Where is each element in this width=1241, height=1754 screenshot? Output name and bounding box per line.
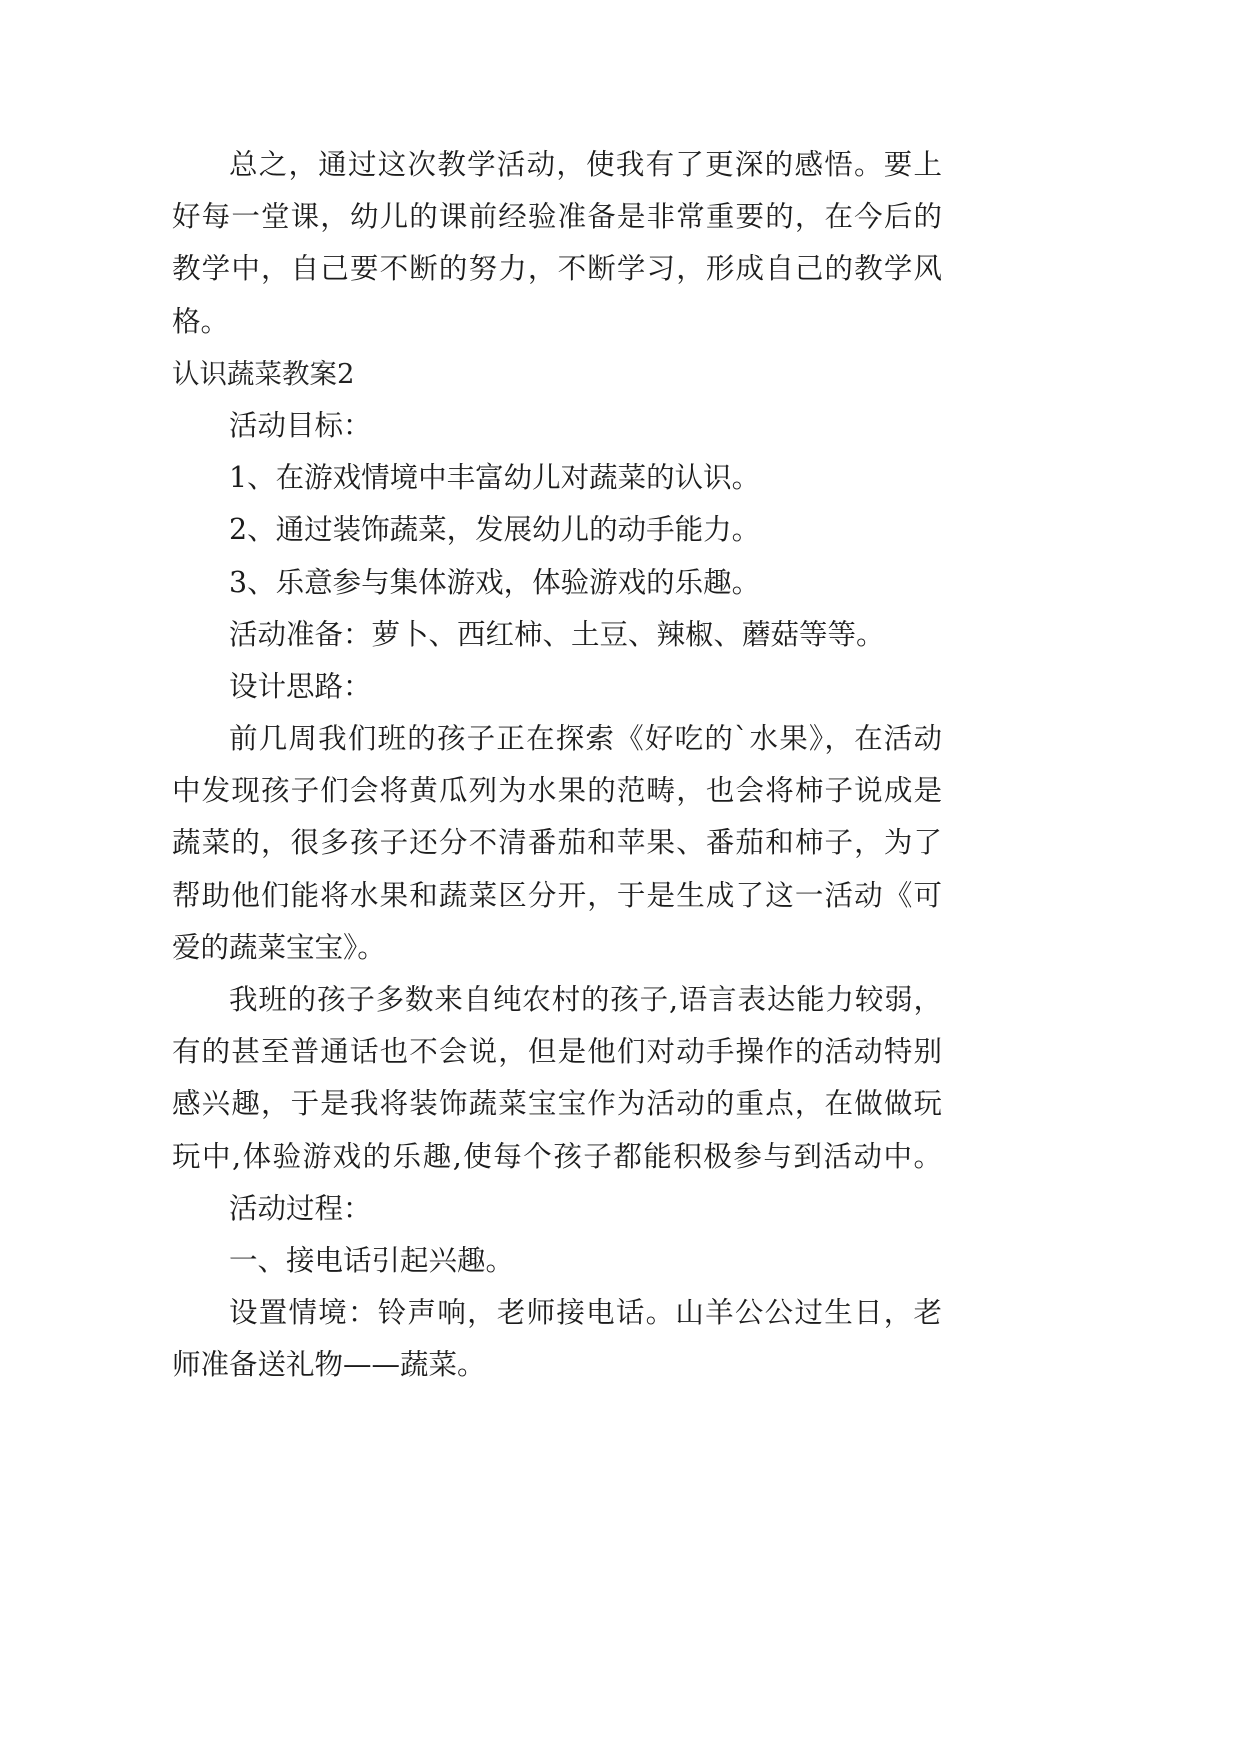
design-label: 设计思路：: [229, 669, 372, 703]
text-line: 前几周我们班的孩子正在探索《好吃的`水果》，在活动: [229, 722, 942, 756]
text-line: 格。: [172, 304, 230, 338]
lesson-title: 认识蔬菜教案2: [172, 357, 355, 390]
text-line: 爱的蔬菜宝宝》。: [172, 930, 386, 964]
step-1-title: 一、接电话引起兴趣。: [229, 1243, 515, 1277]
objectives-list: [172, 452, 942, 609]
document-body: [172, 139, 942, 1392]
text-line: 有的甚至普通话也不会说，但是他们对动手操作的活动特别: [172, 1035, 942, 1069]
design-paragraph-2: [172, 974, 942, 1183]
text-line: 帮助他们能将水果和蔬菜区分开，于是生成了这一活动《可: [172, 878, 942, 912]
text-line: 设置情境：铃声响，老师接电话。山羊公公过生日，老: [229, 1296, 942, 1330]
process-label: 活动过程：: [229, 1191, 372, 1225]
design-paragraph-1: [172, 713, 942, 974]
text-line: 我班的孩子多数来自纯农村的孩子,语言表达能力较弱，: [229, 983, 942, 1016]
objective-item: 2、通过装饰蔬菜，发展幼儿的动手能力。: [229, 513, 761, 547]
objectives-label: 活动目标：: [229, 408, 372, 442]
closing-paragraph: [172, 139, 942, 348]
objective-item: 1、在游戏情境中丰富幼儿对蔬菜的认识。: [229, 461, 761, 495]
step-1-scene: [172, 1287, 942, 1391]
preparation-text: 活动准备：萝卜、西红柿、土豆、辣椒、蘑菇等等。: [229, 617, 885, 651]
text-line: 总之，通过这次教学活动，使我有了更深的感悟。要上: [229, 148, 942, 181]
text-line: 教学中，自己要不断的努力，不断学习，形成自己的教学风: [172, 252, 942, 286]
text-line: 好每一堂课，幼儿的课前经验准备是非常重要的，在今后的: [172, 200, 942, 234]
text-line: 师准备送礼物——蔬菜。: [172, 1348, 486, 1382]
text-line: 感兴趣，于是我将装饰蔬菜宝宝作为活动的重点，在做做玩: [172, 1087, 942, 1121]
text-line: 蔬菜的，很多孩子还分不清番茄和苹果、番茄和柿子，为了: [172, 826, 942, 860]
text-line: 中发现孩子们会将黄瓜列为水果的范畴，也会将柿子说成是: [172, 774, 942, 808]
objective-item: 3、乐意参与集体游戏，体验游戏的乐趣。: [229, 565, 761, 599]
text-line: 玩中,体验游戏的乐趣,使每个孩子都能积极参与到活动中。: [172, 1139, 942, 1173]
